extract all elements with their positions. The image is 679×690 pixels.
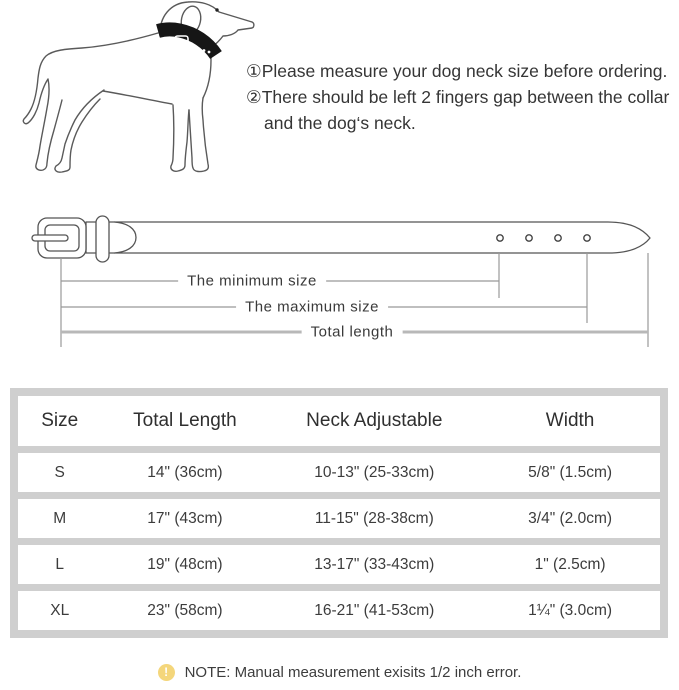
cell-size: L: [55, 555, 65, 573]
header-neck-adjustable: Neck Adjustable: [306, 410, 443, 431]
cell-neck-adjustable: 16-21" (41-53cm): [314, 601, 435, 619]
header-size: Size: [41, 410, 79, 431]
measuring-instructions: [246, 58, 672, 136]
measurement-note: [0, 664, 679, 681]
instruction-1: ①Please measure your dog neck size before ordering.: [246, 61, 668, 81]
cell-neck-adjustable: 13-17" (33-43cm): [314, 555, 435, 573]
cell-size: M: [53, 509, 67, 527]
instruction-2: ②There should be left 2 fingers gap between the collar and the dog‘s neck.: [246, 87, 670, 133]
header-width: Width: [545, 410, 595, 431]
collar-measurement-diagram: [0, 195, 679, 355]
cell-total-length: 19" (48cm): [147, 555, 223, 573]
dog-illustration: [12, 0, 262, 182]
dog-collar-band: [158, 29, 216, 55]
table-row: [18, 545, 660, 584]
cell-size: XL: [50, 601, 70, 619]
total-length-label: Total length: [302, 324, 403, 341]
table-header-row: [18, 396, 660, 446]
note-text: NOTE: Manual measurement exisits 1/2 inch error.: [184, 664, 522, 681]
cell-width: 1¼" (3.0cm): [528, 601, 613, 619]
cell-total-length: 14" (36cm): [147, 463, 223, 481]
maximum-size-label: The maximum size: [236, 299, 388, 316]
header-total-length: Total Length: [133, 410, 237, 431]
table-row: [18, 499, 660, 538]
cell-width: 1" (2.5cm): [534, 555, 606, 573]
cell-size: S: [54, 463, 65, 481]
cell-total-length: 23" (58cm): [147, 601, 223, 619]
cell-neck-adjustable: 11-15" (28-38cm): [314, 509, 434, 527]
table-row: [18, 453, 660, 492]
size-chart-table: [10, 388, 668, 638]
cell-width: 5/8" (1.5cm): [528, 463, 613, 481]
dog-eye: [215, 8, 218, 11]
cell-neck-adjustable: 10-13" (25-33cm): [314, 463, 435, 481]
dog-with-collar-drawing: [12, 0, 262, 182]
warning-icon: !: [158, 664, 175, 681]
table-row: [18, 591, 660, 630]
cell-total-length: 17" (43cm): [147, 509, 223, 527]
cell-width: 3/4" (2.0cm): [528, 509, 613, 527]
minimum-size-label: The minimum size: [178, 273, 326, 290]
